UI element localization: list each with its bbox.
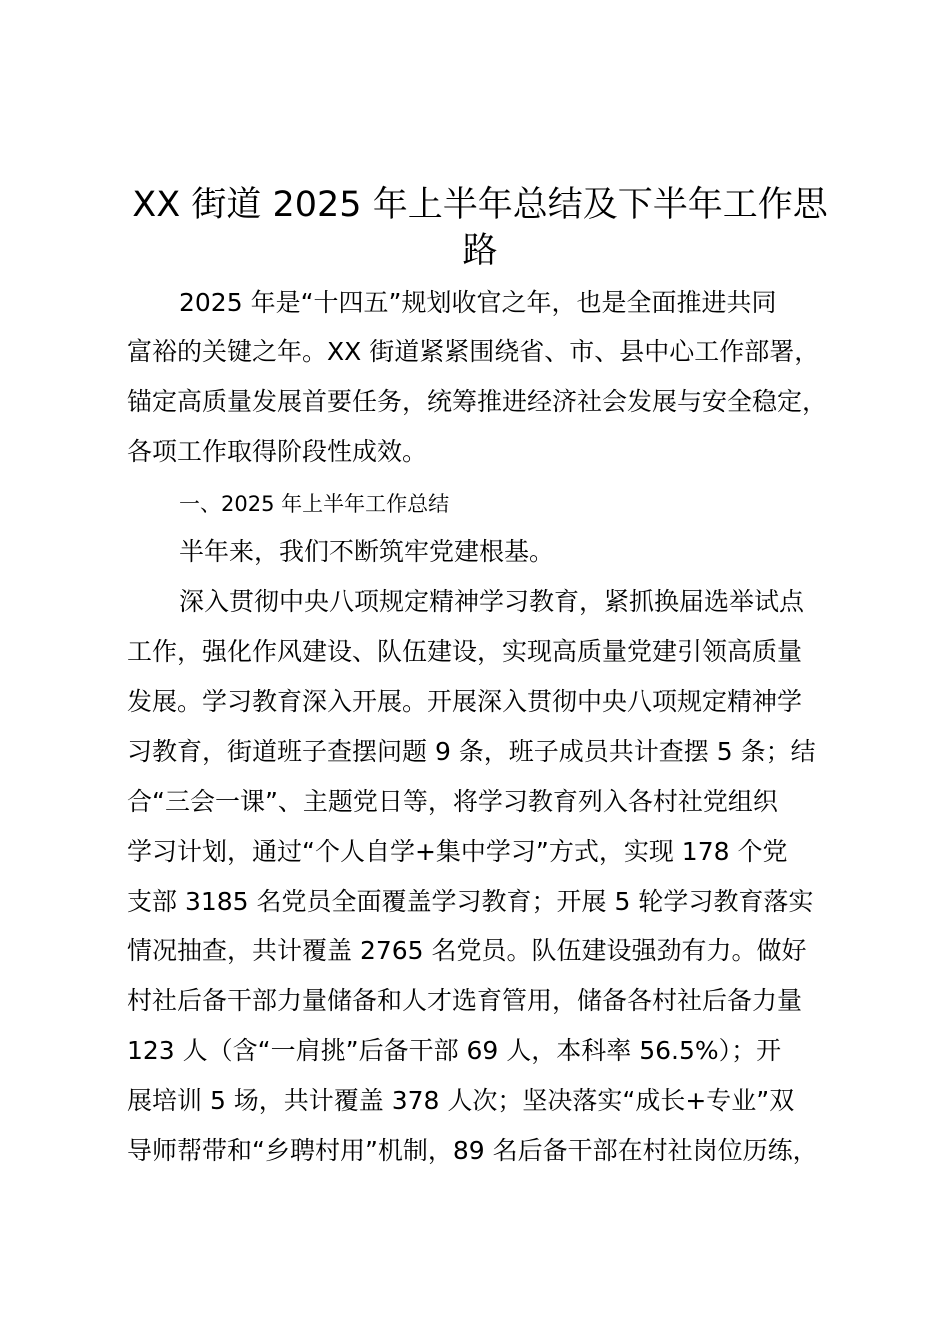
para-line-9: 村社后备干部力量储备和人才选育管用，储备各村社后备力量 [127,986,803,1015]
intro-line-4: 各项工作取得阶段性成效。 [127,437,428,466]
para-line-11: 展培训 5 场，共计覆盖 378 人次；坚决落实“成长+专业”双 [127,1086,795,1115]
intro-line-2: 富裕的关键之年。XX 街道紧紧围绕省、市、县中心工作部署， [127,337,820,366]
title-line-1: XX 街道 2025 年上半年总结及下半年工作思 [132,185,828,225]
intro-line-1: 2025 年是“十四五”规划收官之年，也是全面推进共同 [179,288,777,317]
section-heading: 一、2025 年上半年工作总结 [179,492,450,516]
para-line-4: 习教育，街道班子查摆问题 9 条，班子成员共计查摆 5 条；结 [127,737,816,766]
para-line-2: 工作，强化作风建设、队伍建设，实现高质量党建引领高质量 [127,637,803,666]
para-line-10: 123 人（含“一肩挑”后备干部 69 人，本科率 56.5%）；开 [127,1036,782,1065]
document-title [120,182,840,274]
title-line-2: 路 [462,231,498,271]
para-line-7: 支部 3185 名党员全面覆盖学习教育；开展 5 轮学习教育落实 [127,887,814,916]
para-line-12: 导师帮带和“乡聘村用”机制，89 名后备干部在村社岗位历练， [127,1136,818,1165]
para-line-6: 学习计划，通过“个人自学+集中学习”方式，实现 178 个党 [127,837,788,866]
para-line-8: 情况抽查，共计覆盖 2765 名党员。队伍建设强劲有力。做好 [127,936,807,965]
intro-line-3: 锚定高质量发展首要任务，统筹推进经济社会发展与安全稳定， [127,387,828,416]
para-line-1: 深入贯彻中央八项规定精神学习教育，紧抓换届选举试点 [179,587,805,616]
para-line-5: 合“三会一课”、主题党日等，将学习教育列入各村社党组织 [127,787,778,816]
sub-heading: 半年来，我们不断筑牢党建根基。 [179,537,555,566]
para-line-3: 发展。学习教育深入开展。开展深入贯彻中央八项规定精神学 [127,687,803,716]
